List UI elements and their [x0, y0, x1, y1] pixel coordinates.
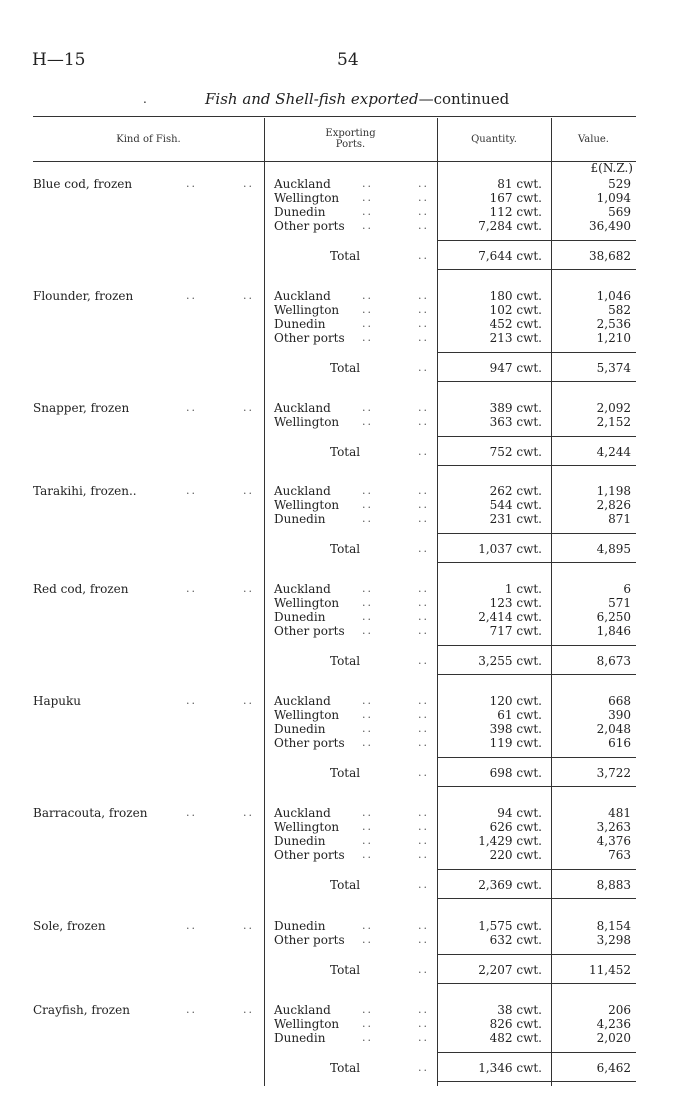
- quantity-cell: 180 cwt.: [489, 289, 542, 303]
- value-cell: 763: [608, 848, 631, 862]
- value-cell: 3,298: [596, 933, 631, 947]
- value-cell: 569: [608, 205, 631, 219]
- leader-dots: ..: [243, 806, 254, 819]
- leader-dots: ..: [362, 722, 373, 735]
- table-caption: [205, 90, 509, 108]
- total-label: Total: [330, 445, 361, 459]
- quantity-cell: 1,429 cwt.: [478, 834, 542, 848]
- quantity-cell: 717 cwt.: [489, 624, 542, 638]
- fish-kind: Barracouta, frozen: [33, 806, 148, 820]
- quantity-cell: 398 cwt.: [489, 722, 542, 736]
- value-cell: 571: [608, 596, 631, 610]
- leader-dots: ..: [362, 177, 373, 190]
- port-name: Dunedin: [274, 1031, 326, 1045]
- group-bottom-rule: [437, 674, 636, 675]
- leader-dots: ..: [418, 177, 429, 190]
- quantity-cell: 102 cwt.: [489, 303, 542, 317]
- column-header-quantity: Quantity.: [471, 134, 517, 145]
- port-name: Auckland: [274, 484, 331, 498]
- value-unit: £(N.Z.): [590, 161, 633, 175]
- port-name: Dunedin: [274, 919, 326, 933]
- quantity-cell: 1,575 cwt.: [478, 919, 542, 933]
- leader-dots: ..: [418, 512, 429, 525]
- quantity-cell: 7,284 cwt.: [478, 219, 542, 233]
- leader-dots: ..: [418, 331, 429, 344]
- group-bottom-rule: [437, 381, 636, 382]
- leader-dots: ..: [418, 766, 429, 779]
- quantity-cell: 1 cwt.: [504, 582, 542, 596]
- subtotal-rule: [437, 533, 636, 534]
- port-name: Other ports: [274, 933, 345, 947]
- leader-dots: ..: [418, 933, 429, 946]
- leader-dots: ..: [418, 542, 429, 555]
- leader-dots: ..: [418, 582, 429, 595]
- port-name: Auckland: [274, 806, 331, 820]
- port-name: Dunedin: [274, 205, 326, 219]
- port-name: Other ports: [274, 736, 345, 750]
- value-cell: 1,846: [596, 624, 631, 638]
- group-bottom-rule: [437, 269, 636, 270]
- leader-dots: ..: [418, 919, 429, 932]
- port-name: Dunedin: [274, 512, 326, 526]
- leader-dots: ..: [243, 289, 254, 302]
- leader-dots: ..: [243, 582, 254, 595]
- quantity-cell: 81 cwt.: [497, 177, 542, 191]
- subtotal-rule: [437, 757, 636, 758]
- total-value-cell: 4,244: [596, 445, 631, 459]
- fish-kind: Hapuku: [33, 694, 82, 708]
- total-label: Total: [330, 361, 361, 375]
- leader-dots: ..: [418, 596, 429, 609]
- leader-dots: ..: [186, 1003, 197, 1016]
- leader-dots: ..: [186, 401, 197, 414]
- quantity-cell: 120 cwt.: [489, 694, 542, 708]
- port-name: Other ports: [274, 848, 345, 862]
- ports-column-rule: [264, 118, 265, 1086]
- leader-dots: ..: [418, 191, 429, 204]
- leader-dots: ..: [362, 694, 373, 707]
- leader-dots: ..: [418, 289, 429, 302]
- leader-dots: ..: [362, 303, 373, 316]
- subtotal-rule: [437, 436, 636, 437]
- value-cell: 2,826: [596, 498, 631, 512]
- leader-dots: ..: [362, 289, 373, 302]
- caption-suffix: —continued: [418, 90, 510, 108]
- port-name: Wellington: [274, 415, 340, 429]
- total-label: Total: [330, 249, 361, 263]
- leader-dots: ..: [362, 624, 373, 637]
- port-name: Wellington: [274, 191, 340, 205]
- port-name: Auckland: [274, 582, 331, 596]
- port-name: Auckland: [274, 1003, 331, 1017]
- quantity-cell: 389 cwt.: [489, 401, 542, 415]
- value-cell: 206: [608, 1003, 631, 1017]
- leader-dots: ..: [243, 1003, 254, 1016]
- value-cell: 2,092: [596, 401, 631, 415]
- quantity-column-rule: [437, 118, 438, 1086]
- leader-dots: ..: [362, 596, 373, 609]
- fish-kind: Crayfish, frozen: [33, 1003, 130, 1017]
- leader-dots: ..: [418, 834, 429, 847]
- leader-dots: ..: [362, 919, 373, 932]
- column-header-value: Value.: [577, 134, 609, 145]
- value-cell: 6,250: [596, 610, 631, 624]
- total-quantity-cell: 752 cwt.: [489, 445, 542, 459]
- total-quantity-cell: 2,369 cwt.: [478, 878, 542, 892]
- port-name: Other ports: [274, 331, 345, 345]
- leader-dots: ..: [418, 1003, 429, 1016]
- leader-dots: ..: [362, 582, 373, 595]
- fish-kind: Snapper, frozen: [33, 401, 130, 415]
- leader-dots: ..: [418, 401, 429, 414]
- value-cell: 390: [608, 708, 631, 722]
- quantity-cell: 482 cwt.: [489, 1031, 542, 1045]
- leader-dots: ..: [243, 177, 254, 190]
- leader-dots: ..: [362, 708, 373, 721]
- subtotal-rule: [437, 1052, 636, 1053]
- leader-dots: ..: [362, 834, 373, 847]
- leader-dots: ..: [362, 205, 373, 218]
- total-quantity-cell: 698 cwt.: [489, 766, 542, 780]
- subtotal-rule: [437, 954, 636, 955]
- quantity-cell: 123 cwt.: [489, 596, 542, 610]
- value-cell: 481: [608, 806, 631, 820]
- quantity-cell: 167 cwt.: [489, 191, 542, 205]
- total-label: Total: [330, 542, 361, 556]
- leader-dots: ..: [362, 806, 373, 819]
- total-label: Total: [330, 963, 361, 977]
- value-cell: 582: [608, 303, 631, 317]
- leader-dots: ..: [243, 919, 254, 932]
- leader-dots: ..: [243, 694, 254, 707]
- quantity-cell: 826 cwt.: [489, 1017, 542, 1031]
- leader-dots: ..: [418, 610, 429, 623]
- leader-dots: ..: [362, 933, 373, 946]
- leader-dots: ..: [243, 401, 254, 414]
- total-quantity-cell: 947 cwt.: [489, 361, 542, 375]
- group-bottom-rule: [437, 1081, 636, 1082]
- value-cell: 668: [608, 694, 631, 708]
- total-value-cell: 8,673: [596, 654, 631, 668]
- value-cell: 1,210: [596, 331, 631, 345]
- leader-dots: ..: [362, 512, 373, 525]
- leader-dots: ..: [418, 624, 429, 637]
- column-header-ports-line2: Ports.: [335, 139, 366, 150]
- subtotal-rule: [437, 869, 636, 870]
- quantity-cell: 262 cwt.: [489, 484, 542, 498]
- column-header-kind: Kind of Fish.: [116, 134, 181, 145]
- value-cell: 1,198: [596, 484, 631, 498]
- fish-kind: Blue cod, frozen: [33, 177, 133, 191]
- total-label: Total: [330, 766, 361, 780]
- port-name: Wellington: [274, 498, 340, 512]
- port-name: Wellington: [274, 1017, 340, 1031]
- stray-mark: .: [143, 92, 147, 106]
- quantity-cell: 220 cwt.: [489, 848, 542, 862]
- leader-dots: ..: [186, 694, 197, 707]
- total-value-cell: 8,883: [596, 878, 631, 892]
- value-cell: 616: [608, 736, 631, 750]
- value-column-rule: [551, 118, 552, 1086]
- quantity-cell: 363 cwt.: [489, 415, 542, 429]
- value-cell: 3,263: [596, 820, 631, 834]
- leader-dots: ..: [418, 303, 429, 316]
- group-bottom-rule: [437, 898, 636, 899]
- total-value-cell: 11,452: [589, 963, 631, 977]
- port-name: Auckland: [274, 177, 331, 191]
- leader-dots: ..: [362, 219, 373, 232]
- total-value-cell: 6,462: [596, 1061, 631, 1075]
- value-cell: 6: [623, 582, 631, 596]
- leader-dots: ..: [362, 820, 373, 833]
- value-cell: 1,094: [596, 191, 631, 205]
- caption-title: Fish and Shell-fish exported: [205, 90, 419, 108]
- total-value-cell: 3,722: [596, 766, 631, 780]
- leader-dots: ..: [418, 848, 429, 861]
- column-header-ports-line1: Exporting: [325, 128, 376, 139]
- quantity-cell: 61 cwt.: [497, 708, 542, 722]
- value-cell: 1,046: [596, 289, 631, 303]
- quantity-cell: 213 cwt.: [489, 331, 542, 345]
- leader-dots: ..: [418, 878, 429, 891]
- leader-dots: ..: [186, 919, 197, 932]
- quantity-cell: 452 cwt.: [489, 317, 542, 331]
- leader-dots: ..: [362, 1017, 373, 1030]
- total-quantity-cell: 2,207 cwt.: [478, 963, 542, 977]
- leader-dots: ..: [362, 1031, 373, 1044]
- fish-kind: Sole, frozen: [33, 919, 106, 933]
- quantity-cell: 544 cwt.: [489, 498, 542, 512]
- subtotal-rule: [437, 645, 636, 646]
- leader-dots: ..: [418, 317, 429, 330]
- value-cell: 2,152: [596, 415, 631, 429]
- quantity-cell: 38 cwt.: [497, 1003, 542, 1017]
- port-name: Wellington: [274, 820, 340, 834]
- leader-dots: ..: [418, 219, 429, 232]
- leader-dots: ..: [418, 415, 429, 428]
- group-bottom-rule: [437, 786, 636, 787]
- column-header-ports: [264, 128, 437, 150]
- leader-dots: ..: [362, 848, 373, 861]
- total-quantity-cell: 7,644 cwt.: [478, 249, 542, 263]
- leader-dots: ..: [418, 249, 429, 262]
- quantity-cell: 2,414 cwt.: [478, 610, 542, 624]
- total-quantity-cell: 3,255 cwt.: [478, 654, 542, 668]
- total-label: Total: [330, 1061, 361, 1075]
- group-bottom-rule: [437, 562, 636, 563]
- port-name: Dunedin: [274, 610, 326, 624]
- leader-dots: ..: [362, 191, 373, 204]
- leader-dots: ..: [362, 331, 373, 344]
- leader-dots: ..: [362, 401, 373, 414]
- port-name: Auckland: [274, 289, 331, 303]
- value-cell: 2,536: [596, 317, 631, 331]
- leader-dots: ..: [418, 205, 429, 218]
- total-value-cell: 4,895: [596, 542, 631, 556]
- leader-dots: ..: [418, 498, 429, 511]
- leader-dots: ..: [418, 1031, 429, 1044]
- leader-dots: ..: [362, 1003, 373, 1016]
- leader-dots: ..: [362, 610, 373, 623]
- leader-dots: ..: [362, 484, 373, 497]
- value-cell: 4,236: [596, 1017, 631, 1031]
- quantity-cell: 231 cwt.: [489, 512, 542, 526]
- total-label: Total: [330, 654, 361, 668]
- page-number: 54: [337, 50, 359, 70]
- value-cell: 2,048: [596, 722, 631, 736]
- quantity-cell: 94 cwt.: [497, 806, 542, 820]
- leader-dots: ..: [418, 361, 429, 374]
- leader-dots: ..: [418, 722, 429, 735]
- leader-dots: ..: [186, 806, 197, 819]
- value-cell: 36,490: [589, 219, 631, 233]
- port-name: Auckland: [274, 694, 331, 708]
- leader-dots: ..: [362, 317, 373, 330]
- leader-dots: ..: [418, 806, 429, 819]
- port-name: Wellington: [274, 303, 340, 317]
- document-reference: H—15: [32, 50, 86, 70]
- port-name: Wellington: [274, 708, 340, 722]
- leader-dots: ..: [418, 1061, 429, 1074]
- value-cell: 4,376: [596, 834, 631, 848]
- fish-kind: Flounder, frozen: [33, 289, 134, 303]
- fish-kind: Tarakihi, frozen..: [33, 484, 137, 498]
- subtotal-rule: [437, 352, 636, 353]
- leader-dots: ..: [186, 484, 197, 497]
- quantity-cell: 632 cwt.: [489, 933, 542, 947]
- leader-dots: ..: [418, 736, 429, 749]
- value-cell: 871: [608, 512, 631, 526]
- value-cell: 8,154: [596, 919, 631, 933]
- total-value-cell: 5,374: [596, 361, 631, 375]
- port-name: Other ports: [274, 219, 345, 233]
- leader-dots: ..: [186, 289, 197, 302]
- leader-dots: ..: [418, 708, 429, 721]
- total-label: Total: [330, 878, 361, 892]
- subtotal-rule: [437, 240, 636, 241]
- leader-dots: ..: [418, 820, 429, 833]
- port-name: Dunedin: [274, 722, 326, 736]
- quantity-cell: 119 cwt.: [489, 736, 542, 750]
- port-name: Dunedin: [274, 834, 326, 848]
- table-top-rule: [33, 116, 636, 117]
- value-cell: 529: [608, 177, 631, 191]
- total-value-cell: 38,682: [589, 249, 631, 263]
- leader-dots: ..: [418, 445, 429, 458]
- quantity-cell: 112 cwt.: [489, 205, 542, 219]
- port-name: Wellington: [274, 596, 340, 610]
- leader-dots: ..: [362, 498, 373, 511]
- total-quantity-cell: 1,037 cwt.: [478, 542, 542, 556]
- leader-dots: ..: [186, 582, 197, 595]
- leader-dots: ..: [418, 1017, 429, 1030]
- leader-dots: ..: [418, 654, 429, 667]
- port-name: Dunedin: [274, 317, 326, 331]
- leader-dots: ..: [243, 484, 254, 497]
- leader-dots: ..: [418, 694, 429, 707]
- value-cell: 2,020: [596, 1031, 631, 1045]
- group-bottom-rule: [437, 465, 636, 466]
- total-quantity-cell: 1,346 cwt.: [478, 1061, 542, 1075]
- port-name: Other ports: [274, 624, 345, 638]
- leader-dots: ..: [186, 177, 197, 190]
- leader-dots: ..: [362, 415, 373, 428]
- port-name: Auckland: [274, 401, 331, 415]
- quantity-cell: 626 cwt.: [489, 820, 542, 834]
- leader-dots: ..: [418, 963, 429, 976]
- leader-dots: ..: [362, 736, 373, 749]
- leader-dots: ..: [418, 484, 429, 497]
- group-bottom-rule: [437, 983, 636, 984]
- fish-kind: Red cod, frozen: [33, 582, 129, 596]
